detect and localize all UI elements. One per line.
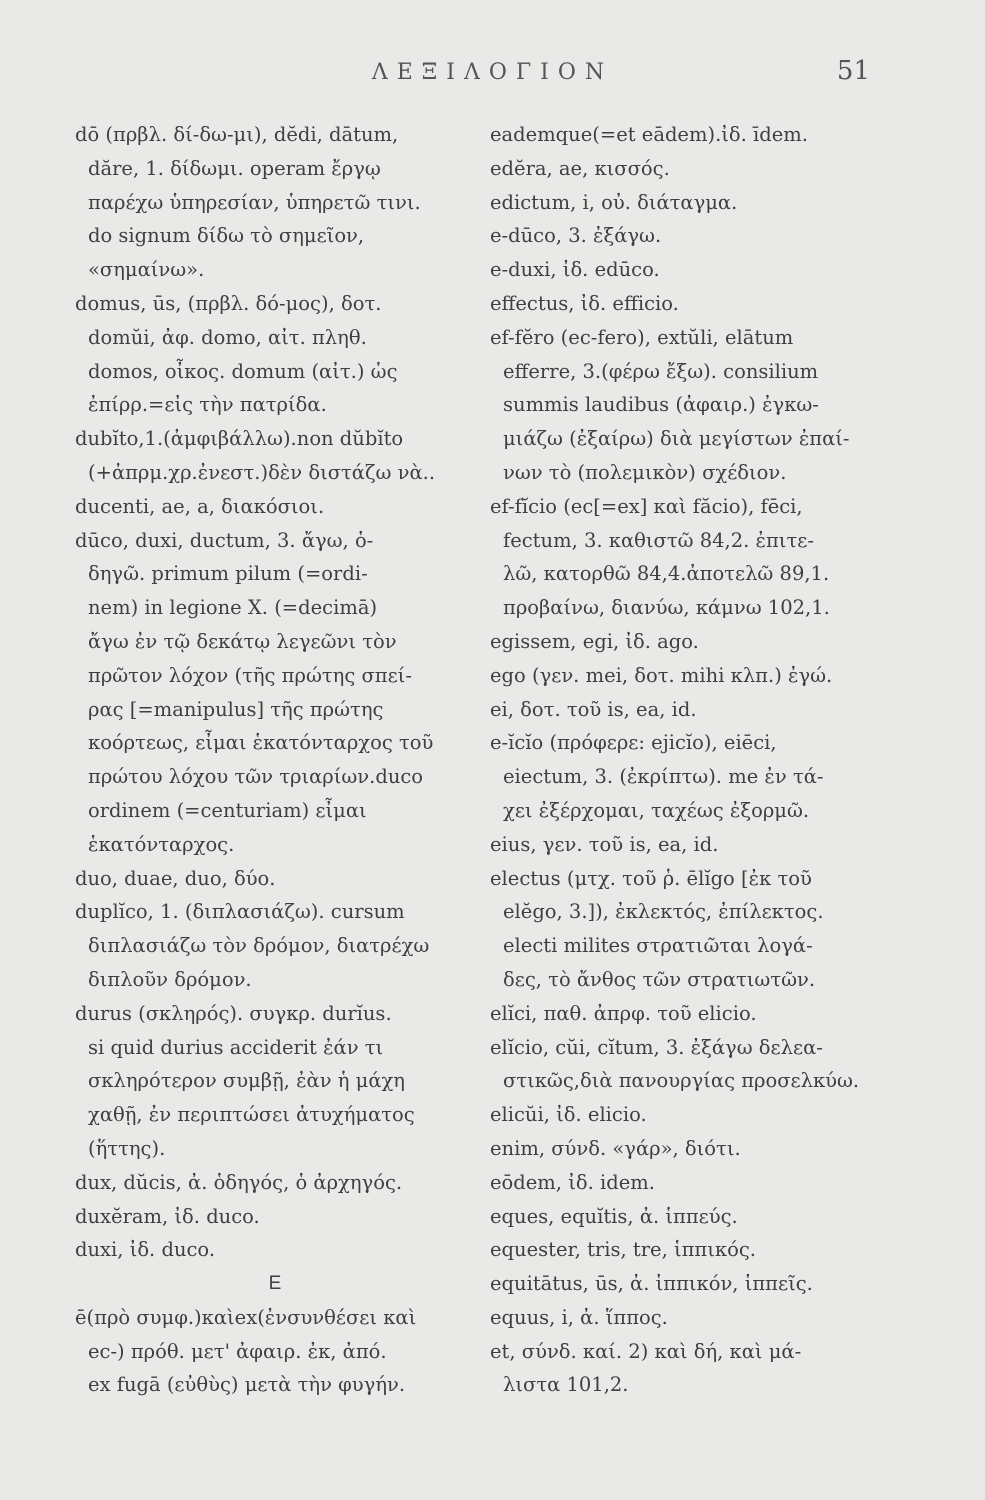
entry-line: elĭcio, cŭi, cĭtum, 3. ἐξάγω δελεα- bbox=[490, 1035, 823, 1059]
entry-line: electus (μτχ. τοῦ ῥ. ēlĭgo [ἐκ τοῦ bbox=[490, 866, 812, 890]
section-letter: E bbox=[268, 1273, 282, 1295]
entry-line: duxi, ἰδ. duco. bbox=[75, 1238, 216, 1262]
entry-line: προβαίνω, διανύω, κάμνω 102,1. bbox=[503, 596, 830, 620]
entry-line: δες, τὸ ἄνθος τῶν στρατιωτῶν. bbox=[503, 967, 816, 991]
entry-line: διπλοῦν δρόμον. bbox=[88, 967, 252, 991]
entry-line: eiectum, 3. (ἐκρίπτω). me ἐν τά- bbox=[503, 765, 824, 789]
entry-line: ef-fĭcio (ec[=ex] καὶ făcio), fēci, bbox=[490, 494, 803, 518]
entry-line: ego (γεν. mei, δοτ. mihi κλπ.) ἐγώ. bbox=[490, 663, 833, 687]
entry-line: nem) in legione X. (=decimā) bbox=[88, 596, 378, 620]
page-number: 51 bbox=[836, 56, 870, 86]
entry-line: duo, duae, duo, δύο. bbox=[75, 866, 276, 890]
entry-line: eques, equĭtis, ἀ. ἱππεύς. bbox=[490, 1204, 738, 1228]
entry-line: πρῶτον λόχον (τῆς πρώτης σπεί- bbox=[88, 663, 412, 687]
entry-line: νων τὸ (πολεμικὸν) σχέδιον. bbox=[503, 460, 787, 484]
entry-line: edĕra, ae, κισσός. bbox=[490, 156, 670, 180]
entry-line: παρέχω ὑπηρεσίαν, ὑπηρετῶ τινι. bbox=[88, 190, 421, 214]
entry-line: ordinem (=centuriam) εἶμαι bbox=[88, 798, 367, 822]
entry-line: electi milites στρατιῶται λογά- bbox=[503, 934, 813, 958]
entry-line: egissem, egi, ἰδ. ago. bbox=[490, 629, 699, 653]
entry-line: equitātus, ūs, ἀ. ἱππικόν, ἱππεῖς. bbox=[490, 1272, 813, 1296]
entry-line: dăre, 1. δίδωμι. operam ἔργῳ bbox=[88, 156, 381, 180]
entry-line: elicŭi, ἰδ. elicio. bbox=[490, 1103, 647, 1127]
entry-line: ē(πρὸ συμφ.)καὶex(ἐνσυνθέσει καὶ bbox=[75, 1305, 417, 1329]
entry-line: χαθῇ, ἐν περιπτώσει ἀτυχήματος bbox=[88, 1103, 415, 1127]
entry-line: domus, ūs, (πρβλ. δό-μος), δοτ. bbox=[75, 291, 382, 315]
entry-line: σκληρότερον συμβῇ, ἐὰν ἡ μάχη bbox=[88, 1069, 405, 1093]
left-column bbox=[75, 118, 475, 1402]
entry-line: «σημαίνω». bbox=[88, 258, 205, 282]
entry-line: elĭci, παθ. ἀπρφ. τοῦ elicio. bbox=[490, 1001, 757, 1025]
entry-line: e-duxi, ἰδ. edūco. bbox=[490, 258, 660, 282]
entry-line: equus, i, ἀ. ἵππος. bbox=[490, 1305, 668, 1329]
entry-line: eōdem, ἰδ. idem. bbox=[490, 1170, 655, 1194]
right-column bbox=[490, 118, 900, 1402]
entry-line: ef-fĕro (ec-fero), extŭli, elātum bbox=[490, 325, 794, 349]
entry-line: πρώτου λόχου τῶν τριαρίων.duco bbox=[88, 765, 424, 789]
entry-line: δηγῶ. primum pilum (=ordi- bbox=[88, 562, 368, 586]
entry-line: (ἥττης). bbox=[88, 1136, 166, 1160]
entry-line: ἑκατόνταρχος. bbox=[88, 832, 235, 856]
entry-line: διπλασιάζω τὸν δρόμον, διατρέχω bbox=[88, 934, 430, 958]
entry-line: duxĕram, ἰδ. duco. bbox=[75, 1204, 260, 1228]
entry-line: dux, dŭcis, ἀ. ὁδηγός, ὁ ἀρχηγός. bbox=[75, 1170, 403, 1194]
entry-line: χει ἐξέρχομαι, ταχέως ἐξορμῶ. bbox=[503, 798, 810, 822]
entry-line: λῶ, κατορθῶ 84,4.ἀποτελῶ 89,1. bbox=[503, 562, 830, 586]
entry-line: elĕgo, 3.]), ἐκλεκτός, ἐπίλεκτος. bbox=[503, 900, 824, 924]
entry-line: domos, οἶκος. domum (αἰτ.) ὡς bbox=[88, 359, 398, 383]
entry-line: dūco, duxi, ductum, 3. ἄγω, ὁ- bbox=[75, 528, 374, 552]
entry-line: στικῶς,διὰ πανουργίας προσελκύω. bbox=[503, 1069, 860, 1093]
entry-line: ei, δοτ. τοῦ is, ea, id. bbox=[490, 697, 697, 721]
entry-line: enim, σύνδ. «γάρ», διότι. bbox=[490, 1136, 741, 1160]
entry-line: eademque(=et eādem).ἰδ. īdem. bbox=[490, 123, 808, 146]
entry-line: ducenti, ae, a, διακόσιοι. bbox=[75, 494, 325, 518]
entry-line: duplĭco, 1. (διπλασιάζω). cursum bbox=[75, 900, 405, 924]
entry-line: ec-) πρόθ. μετ' ἀφαιρ. ἐκ, ἀπό. bbox=[88, 1339, 387, 1363]
entry-line: (+ἀπρμ.χρ.ἐνεστ.)δὲν διστάζω νὰ.. bbox=[88, 460, 436, 484]
entry-line: et, σύνδ. καί. 2) καὶ δή, καὶ μά- bbox=[490, 1339, 802, 1363]
entry-line: κοόρτεως, εἶμαι ἑκατόνταρχος τοῦ bbox=[88, 731, 434, 755]
entry-line: fectum, 3. καθιστῶ 84,2. ἐπιτε- bbox=[503, 528, 814, 552]
entry-line: ex fugā (εὐθὺς) μετὰ τὴν φυγήν. bbox=[88, 1373, 406, 1397]
entry-line: μιάζω (ἐξαίρω) διὰ μεγίστων ἐπαί- bbox=[503, 427, 850, 451]
entry-line: edictum, i, οὐ. διάταγμα. bbox=[490, 190, 738, 214]
entry-line: durus (σκληρός). συγκρ. durĭus. bbox=[75, 1001, 392, 1025]
entry-line: do signum δίδω τὸ σημεῖον, bbox=[88, 224, 365, 248]
entry-line: efferre, 3.(φέρω ἔξω). consilium bbox=[503, 359, 819, 383]
entry-line: summis laudibus (ἀφαιρ.) ἐγκω- bbox=[503, 393, 819, 417]
entry-line: λιστα 101,2. bbox=[503, 1373, 629, 1397]
entry-line: si quid durius acciderit ἐάν τι bbox=[88, 1035, 384, 1059]
entry-line: equester, tris, tre, ἱππικός. bbox=[490, 1238, 756, 1262]
entry-line: dō (πρβλ. δί-δω-μι), dĕdi, dātum, bbox=[75, 123, 399, 146]
entry-line: eius, γεν. τοῦ is, ea, id. bbox=[490, 832, 719, 856]
running-title: ΛΕΞΙΛΟΓΙΟΝ bbox=[371, 60, 614, 85]
entry-line: ἐπίρρ.=εἰς τὴν πατρίδα. bbox=[88, 393, 327, 417]
entry-line: e-dūco, 3. ἐξάγω. bbox=[490, 224, 662, 248]
entry-line: dubĭto,1.(ἀμφιβάλλω).non dŭbĭto bbox=[75, 427, 404, 451]
entry-line: ρας [=manipulus] τῆς πρώτης bbox=[88, 697, 384, 721]
entry-line: e-ĭcĭo (πρόφερε: ejicĭo), eiēci, bbox=[490, 731, 777, 755]
entry-line: ἄγω ἐν τῷ δεκάτῳ λεγεῶνι τὸν bbox=[88, 629, 397, 653]
entry-line: domŭi, ἀφ. domo, αἰτ. πληθ. bbox=[88, 325, 367, 349]
entry-line: effectus, ἰδ. efficio. bbox=[490, 291, 679, 315]
